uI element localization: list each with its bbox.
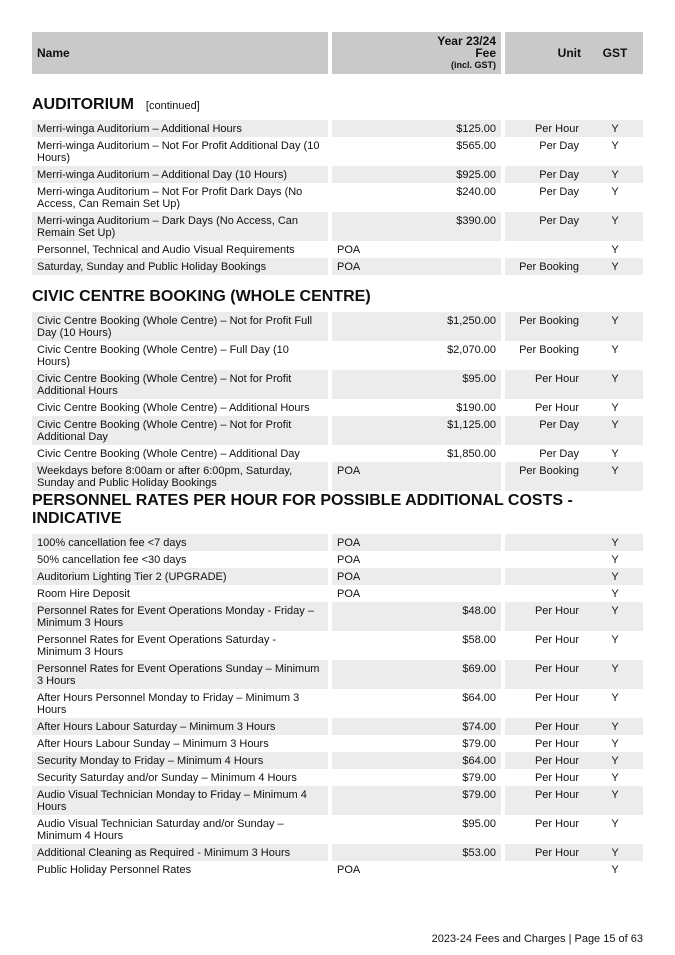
row-name: Merri-winga Auditorium – Not For Profit Additional Day (10 Hours) — [37, 140, 320, 164]
section-title — [32, 288, 643, 306]
column-header-name-label: Name — [37, 46, 70, 60]
row-fee-value — [337, 244, 496, 256]
row-fee — [332, 631, 501, 660]
fee-header-line3: (incl. GST) — [451, 60, 496, 70]
table-row — [32, 689, 643, 718]
section-title — [32, 492, 643, 528]
row-name: Weekdays before 8:00am or after 6:00pm, Saturday, Sunday and Public Holiday Bookings — [32, 462, 328, 491]
row-gst: Y — [587, 786, 643, 815]
row-name: Room Hire Deposit — [37, 588, 130, 600]
row-unit: Per Booking — [519, 344, 579, 356]
row-fee — [332, 341, 501, 370]
row-fee-value: $79.00 — [462, 789, 496, 801]
row-fee-value: $74.00 — [462, 721, 496, 733]
table-row — [32, 166, 643, 183]
row-fee — [332, 416, 501, 445]
row-fee-value: $53.00 — [462, 847, 496, 859]
row-name: 50% cancellation fee <30 days — [37, 554, 187, 566]
row-fee-value — [337, 864, 496, 876]
row-fee — [332, 844, 501, 861]
row-unit: Per Hour — [505, 120, 587, 137]
row-fee-value: $79.00 — [462, 738, 496, 750]
row-name: After Hours Labour Sunday – Minimum 3 Hours — [37, 738, 269, 750]
row-name: 100% cancellation fee <7 days — [32, 534, 328, 551]
table-row — [32, 399, 643, 416]
row-fee — [332, 258, 501, 275]
row-name: Civic Centre Booking (Whole Centre) – Additional Hours — [37, 402, 310, 414]
table-row — [32, 786, 643, 815]
row-fee-value: $1,125.00 — [447, 419, 496, 431]
table-row — [32, 241, 643, 258]
row-name: Security Saturday and/or Sunday – Minimum 4 Hours — [37, 772, 297, 784]
table-row — [32, 137, 643, 166]
fee-section — [32, 288, 643, 491]
row-name: Merri-winga Auditorium – Dark Days (No Access, Can Remain Set Up) — [32, 212, 328, 241]
row-unit: Per Day — [539, 448, 579, 460]
row-unit: Per Hour — [505, 752, 587, 769]
row-poa: POA — [337, 261, 361, 273]
table-row — [32, 735, 643, 752]
row-fee — [332, 183, 501, 212]
table-header — [32, 32, 643, 74]
table-row — [32, 861, 643, 878]
row-name: Personnel Rates for Event Operations Saturday - Minimum 3 Hours — [37, 634, 277, 658]
row-name: Merri-winga Auditorium – Not For Profit Dark Days (No Access, Can Remain Set Up) — [37, 186, 303, 210]
row-unit: Per Day — [539, 186, 579, 198]
row-poa: POA — [337, 465, 361, 477]
section-rows — [32, 534, 643, 878]
row-fee-value: $69.00 — [462, 663, 496, 675]
row-unit: Per Hour — [505, 370, 587, 399]
fee-section — [32, 96, 643, 275]
row-gst: Y — [587, 258, 643, 275]
table-row — [32, 752, 643, 769]
row-fee — [332, 370, 501, 399]
row-fee-value: $79.00 — [462, 772, 496, 784]
row-fee — [332, 769, 501, 786]
row-name: Audio Visual Technician Saturday and/or Sunday – Minimum 4 Hours — [37, 818, 284, 842]
row-name: After Hours Personnel Monday to Friday – Minimum 3 Hours — [37, 692, 300, 716]
row-name: Public Holiday Personnel Rates — [37, 864, 192, 876]
row-fee — [332, 602, 501, 631]
table-row — [32, 183, 643, 212]
row-gst: Y — [587, 416, 643, 445]
table-row — [32, 602, 643, 631]
row-gst: Y — [587, 844, 643, 861]
row-unit: Per Booking — [505, 258, 587, 275]
row-fee-value: $390.00 — [456, 215, 496, 227]
row-name: Additional Cleaning as Required - Minimum 3 Hours — [32, 844, 328, 861]
row-fee — [332, 660, 501, 689]
row-fee — [332, 445, 501, 462]
row-unit: Per Hour — [505, 786, 587, 815]
section-title-text: PERSONNEL RATES PER HOUR FOR POSSIBLE ADDITIONAL COSTS - INDICATIVE — [32, 492, 573, 527]
row-gst: Y — [611, 244, 619, 256]
row-poa: POA — [337, 537, 361, 549]
table-row — [32, 341, 643, 370]
column-header-unit-label: Unit — [557, 46, 581, 60]
row-unit — [505, 861, 587, 878]
table-row — [32, 815, 643, 844]
section-title-text: CIVIC CENTRE BOOKING (WHOLE CENTRE) — [32, 288, 371, 305]
row-fee — [332, 551, 501, 568]
row-gst: Y — [611, 818, 619, 830]
row-gst: Y — [611, 864, 619, 876]
fee-header-line2: Fee — [475, 46, 496, 60]
row-name: Civic Centre Booking (Whole Centre) – Full Day (10 Hours) — [37, 344, 289, 368]
section-rows — [32, 312, 643, 491]
row-unit: Per Hour — [505, 718, 587, 735]
row-unit: Per Day — [505, 212, 587, 241]
row-fee-value: $95.00 — [462, 818, 496, 830]
row-fee-value — [337, 537, 496, 549]
row-gst: Y — [587, 120, 643, 137]
row-fee-value: $48.00 — [462, 605, 496, 617]
row-gst: Y — [587, 534, 643, 551]
fees-page — [32, 32, 643, 876]
row-fee-value: $64.00 — [462, 755, 496, 767]
section-title — [32, 96, 643, 114]
row-fee — [332, 815, 501, 844]
table-row — [32, 312, 643, 341]
table-row — [32, 631, 643, 660]
row-name: After Hours Labour Saturday – Minimum 3 Hours — [32, 718, 328, 735]
column-header-name — [32, 32, 328, 74]
row-fee-value — [337, 465, 496, 477]
row-gst: Y — [611, 140, 619, 152]
row-fee-value: $58.00 — [462, 634, 496, 646]
row-gst: Y — [611, 344, 619, 356]
row-fee-value: $125.00 — [456, 123, 496, 135]
fee-header-line1: Year 23/24 — [437, 34, 496, 48]
column-header-gst — [587, 32, 643, 74]
table-row — [32, 568, 643, 585]
row-fee — [332, 861, 501, 878]
row-fee-value: $190.00 — [456, 402, 496, 414]
row-fee-value: $95.00 — [462, 373, 496, 385]
row-gst: Y — [611, 186, 619, 198]
row-unit: Per Hour — [534, 402, 579, 414]
row-unit: Per Hour — [505, 844, 587, 861]
row-unit: Per Hour — [534, 738, 579, 750]
row-gst: Y — [587, 312, 643, 341]
table-row — [32, 534, 643, 551]
row-name: Merri-winga Auditorium – Additional Hours — [32, 120, 328, 137]
row-fee — [332, 241, 501, 258]
row-gst: Y — [587, 568, 643, 585]
row-gst: Y — [587, 602, 643, 631]
row-poa: POA — [337, 588, 361, 600]
row-fee-value: $64.00 — [462, 692, 496, 704]
row-unit: Per Hour — [505, 602, 587, 631]
row-unit: Per Hour — [534, 818, 579, 830]
row-name: Saturday, Sunday and Public Holiday Bookings — [32, 258, 328, 275]
row-name: Civic Centre Booking (Whole Centre) – Additional Day — [37, 448, 300, 460]
row-fee-value — [337, 588, 496, 600]
row-fee-value — [337, 554, 496, 566]
row-name: Personnel Rates for Event Operations Monday - Friday – Minimum 3 Hours — [32, 602, 328, 631]
column-header-unit — [505, 32, 587, 74]
table-row — [32, 462, 643, 491]
row-fee-value: $1,250.00 — [447, 315, 496, 327]
row-unit: Per Hour — [534, 634, 579, 646]
table-row — [32, 258, 643, 275]
row-fee — [332, 786, 501, 815]
row-gst: Y — [611, 448, 619, 460]
row-gst: Y — [611, 634, 619, 646]
row-unit: Per Hour — [534, 692, 579, 704]
row-gst: Y — [587, 370, 643, 399]
row-poa: POA — [337, 864, 361, 876]
table-row — [32, 370, 643, 399]
row-name: Merri-winga Auditorium – Additional Day (10 Hours) — [32, 166, 328, 183]
section-rows — [32, 120, 643, 275]
table-row — [32, 445, 643, 462]
row-fee-value — [337, 571, 496, 583]
row-fee — [332, 534, 501, 551]
row-name: Auditorium Lighting Tier 2 (UPGRADE) — [32, 568, 328, 585]
row-fee-value: $925.00 — [456, 169, 496, 181]
row-poa: POA — [337, 554, 361, 566]
row-poa: POA — [337, 571, 361, 583]
row-gst: Y — [611, 772, 619, 784]
row-unit: Per Day — [539, 140, 579, 152]
row-gst: Y — [611, 588, 619, 600]
row-gst: Y — [587, 212, 643, 241]
row-fee-value: $240.00 — [456, 186, 496, 198]
row-fee — [332, 689, 501, 718]
row-name: Civic Centre Booking (Whole Centre) – Not for Profit Full Day (10 Hours) — [32, 312, 328, 341]
row-fee — [332, 312, 501, 341]
row-fee-value: $565.00 — [456, 140, 496, 152]
table-row — [32, 769, 643, 786]
row-gst: Y — [611, 738, 619, 750]
table-row — [32, 585, 643, 602]
row-fee — [332, 120, 501, 137]
table-row — [32, 212, 643, 241]
row-gst: Y — [611, 402, 619, 414]
table-row — [32, 844, 643, 861]
column-header-fee — [332, 32, 501, 74]
row-name: Civic Centre Booking (Whole Centre) – Not for Profit Additional Day — [32, 416, 328, 445]
row-unit: Per Hour — [534, 772, 579, 784]
row-gst: Y — [587, 166, 643, 183]
row-fee — [332, 752, 501, 769]
row-unit — [505, 534, 587, 551]
row-fee — [332, 462, 501, 491]
row-gst: Y — [611, 692, 619, 704]
page-footer: 2023-24 Fees and Charges | Page 15 of 63 — [431, 933, 643, 945]
row-unit — [505, 568, 587, 585]
row-fee — [332, 585, 501, 602]
row-gst: Y — [587, 718, 643, 735]
row-name: Security Monday to Friday – Minimum 4 Hours — [32, 752, 328, 769]
row-fee — [332, 212, 501, 241]
row-unit: Per Day — [505, 166, 587, 183]
section-title-text: AUDITORIUM — [32, 96, 134, 113]
row-unit — [505, 241, 587, 258]
row-name: Civic Centre Booking (Whole Centre) – Not for Profit Additional Hours — [32, 370, 328, 399]
row-name: Audio Visual Technician Monday to Friday – Minimum 4 Hours — [32, 786, 328, 815]
table-row — [32, 120, 643, 137]
row-fee — [332, 718, 501, 735]
row-fee-value: $1,850.00 — [447, 448, 496, 460]
column-header-gst-label: GST — [602, 46, 628, 60]
row-unit: Per Booking — [505, 462, 587, 491]
row-fee-value — [337, 261, 496, 273]
table-row — [32, 660, 643, 689]
row-unit: Per Day — [505, 416, 587, 445]
row-fee — [332, 137, 501, 166]
row-fee — [332, 166, 501, 183]
fee-section — [32, 492, 643, 878]
table-row — [32, 416, 643, 445]
section-continued-label: [continued] — [145, 100, 200, 112]
row-gst: Y — [587, 660, 643, 689]
row-gst: Y — [587, 462, 643, 491]
row-poa: POA — [337, 244, 361, 256]
row-unit — [505, 585, 587, 602]
row-fee — [332, 568, 501, 585]
row-unit: Per Booking — [505, 312, 587, 341]
row-fee — [332, 399, 501, 416]
table-row — [32, 551, 643, 568]
row-name: Personnel, Technical and Audio Visual Requirements — [37, 244, 295, 256]
table-row — [32, 718, 643, 735]
row-unit — [505, 551, 587, 568]
row-gst: Y — [611, 554, 619, 566]
row-gst: Y — [587, 752, 643, 769]
row-fee-value: $2,070.00 — [447, 344, 496, 356]
row-name: Personnel Rates for Event Operations Sunday – Minimum 3 Hours — [32, 660, 328, 689]
row-unit: Per Hour — [505, 660, 587, 689]
row-fee — [332, 735, 501, 752]
